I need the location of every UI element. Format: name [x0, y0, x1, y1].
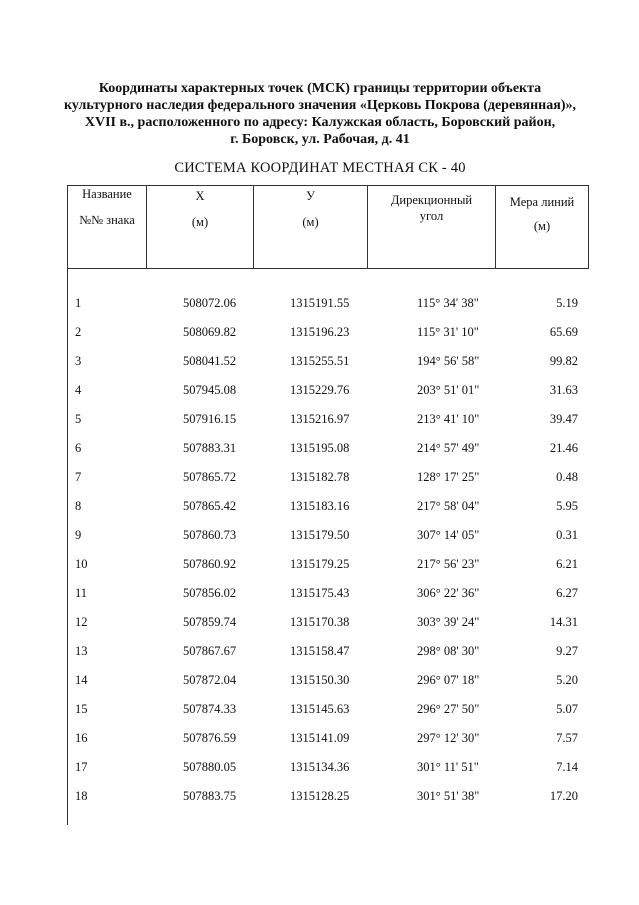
- row-length: 7.14: [556, 760, 578, 774]
- table-right-border: [588, 185, 589, 269]
- row-y: 1315182.78: [290, 470, 350, 484]
- row-length: 21.46: [549, 441, 578, 455]
- row-x: 507876.59: [183, 731, 237, 745]
- row-length: 0.48: [556, 470, 578, 484]
- title-line-4: г. Боровск, ул. Рабочая, д. 41: [230, 132, 410, 147]
- title-line-1: Координаты характерных точек (МСК) границы территории объекта: [98, 81, 542, 96]
- row-y: 1315150.30: [290, 673, 350, 687]
- row-length: 5.07: [556, 702, 578, 716]
- row-angle: 203° 51' 01": [417, 383, 480, 397]
- header-length-line2: (м): [533, 219, 551, 233]
- table-row: [68, 644, 588, 672]
- row-x: 507860.73: [183, 528, 237, 542]
- row-number: 18: [75, 789, 88, 803]
- row-number: 9: [75, 528, 82, 542]
- row-x: 508069.82: [183, 325, 237, 339]
- row-angle: 301° 51' 38": [417, 789, 480, 803]
- header-y: [253, 186, 367, 268]
- row-angle: 298° 08' 30": [417, 644, 480, 658]
- row-y: 1315158.47: [290, 644, 350, 658]
- row-y: 1315179.25: [290, 557, 350, 571]
- row-number: 4: [75, 383, 82, 397]
- row-length: 65.69: [549, 325, 578, 339]
- row-angle: 217° 56' 23": [417, 557, 480, 571]
- row-y: 1315195.08: [290, 441, 350, 455]
- row-angle: 296° 27' 50": [417, 702, 480, 716]
- row-length: 6.27: [556, 586, 578, 600]
- table-row: [68, 528, 588, 556]
- row-x: 507865.42: [183, 499, 237, 513]
- row-length: 7.57: [556, 731, 578, 745]
- table-row: [68, 383, 588, 411]
- header-name-line1: Название: [82, 187, 132, 201]
- title-line-3: XVII в., расположенного по адресу: Калужская область, Боровский район,: [84, 115, 556, 130]
- table-row: [68, 499, 588, 527]
- table-row: [68, 441, 588, 469]
- row-number: 16: [75, 731, 88, 745]
- row-y: 1315141.09: [290, 731, 350, 745]
- row-number: 15: [75, 702, 88, 716]
- row-x: 508041.52: [183, 354, 237, 368]
- table-row: [68, 412, 588, 440]
- row-angle: 301° 11' 51": [417, 760, 479, 774]
- row-x: 507860.92: [183, 557, 237, 571]
- title-line-2: культурного наследия федерального значения «Церковь Покрова (деревянная)»,: [63, 98, 576, 113]
- row-length: 0.31: [556, 528, 578, 542]
- row-x: 507867.67: [183, 644, 237, 658]
- row-angle: 303° 39' 24": [417, 615, 480, 629]
- row-number: 17: [75, 760, 88, 774]
- row-length: 39.47: [549, 412, 578, 426]
- row-length: 31.63: [549, 383, 578, 397]
- row-length: 17.20: [549, 789, 578, 803]
- header-length: [495, 186, 588, 268]
- row-number: 7: [75, 470, 82, 484]
- header-y-line2: (м): [302, 215, 319, 229]
- row-y: 1315191.55: [290, 296, 350, 310]
- row-x: 507883.75: [183, 789, 237, 803]
- row-number: 10: [75, 557, 88, 571]
- table-row: [68, 586, 588, 614]
- table-row: [68, 557, 588, 585]
- row-length: 6.21: [556, 557, 578, 571]
- row-x: 508072.06: [183, 296, 237, 310]
- document-title: [60, 80, 580, 148]
- header-angle: [367, 186, 495, 268]
- row-x: 507916.15: [183, 412, 237, 426]
- row-number: 5: [75, 412, 82, 426]
- row-angle: 217° 58' 04": [417, 499, 480, 513]
- row-x: 507880.05: [183, 760, 237, 774]
- header-bottom-border: [67, 268, 589, 269]
- row-length: 9.27: [556, 644, 578, 658]
- row-angle: 115° 31' 10": [417, 325, 479, 339]
- row-number: 6: [75, 441, 82, 455]
- row-length: 5.95: [556, 499, 578, 513]
- row-angle: 213° 41' 10": [417, 412, 480, 426]
- row-length: 14.31: [549, 615, 578, 629]
- header-y-line1: У: [306, 189, 315, 203]
- table-row: [68, 702, 588, 730]
- row-y: 1315145.63: [290, 702, 350, 716]
- row-x: 507856.02: [183, 586, 237, 600]
- header-length-line1: Мера линий: [509, 195, 575, 209]
- row-y: 1315134.36: [290, 760, 350, 774]
- row-angle: 307° 14' 05": [417, 528, 480, 542]
- row-y: 1315255.51: [290, 354, 350, 368]
- table-row: [68, 325, 588, 353]
- row-y: 1315170.38: [290, 615, 350, 629]
- header-x: [146, 186, 253, 268]
- row-number: 3: [75, 354, 82, 368]
- row-angle: 297° 12' 30": [417, 731, 480, 745]
- row-length: 5.19: [556, 296, 578, 310]
- row-length: 99.82: [549, 354, 578, 368]
- row-angle: 296° 07' 18": [417, 673, 480, 687]
- row-y: 1315179.50: [290, 528, 350, 542]
- coordinate-system-label: СИСТЕМА КООРДИНАТ МЕСТНАЯ СК - 40: [174, 160, 466, 176]
- row-number: 1: [75, 296, 82, 310]
- row-x: 507883.31: [183, 441, 237, 455]
- row-angle: 194° 56' 58": [417, 354, 480, 368]
- table-row: [68, 615, 588, 643]
- row-y: 1315229.76: [290, 383, 350, 397]
- table-row: [68, 470, 588, 498]
- row-angle: 306° 22' 36": [417, 586, 480, 600]
- row-y: 1315216.97: [290, 412, 350, 426]
- header-x-line2: (м): [191, 215, 209, 229]
- row-angle: 115° 34' 38": [417, 296, 479, 310]
- row-x: 507945.08: [183, 383, 237, 397]
- row-angle: 128° 17' 25": [417, 470, 480, 484]
- table-row: [68, 731, 588, 759]
- row-x: 507872.04: [183, 673, 237, 687]
- row-number: 12: [75, 615, 88, 629]
- table-row: [68, 354, 588, 382]
- row-number: 2: [75, 325, 82, 339]
- row-x: 507859.74: [183, 615, 237, 629]
- row-y: 1315183.16: [290, 499, 350, 513]
- table-row: [68, 673, 588, 701]
- row-y: 1315175.43: [290, 586, 350, 600]
- header-x-line1: X: [195, 189, 205, 203]
- row-number: 11: [75, 586, 88, 600]
- row-number: 8: [75, 499, 82, 513]
- row-angle: 214° 57' 49": [417, 441, 480, 455]
- header-angle-line2: угол: [419, 209, 444, 223]
- table-row: [68, 760, 588, 788]
- table-row: [68, 789, 588, 817]
- header-name-line2: №№ знака: [79, 213, 135, 227]
- row-length: 5.20: [556, 673, 578, 687]
- header-name: [67, 186, 146, 268]
- table-row: [68, 296, 588, 324]
- row-x: 507865.72: [183, 470, 237, 484]
- row-x: 507874.33: [183, 702, 237, 716]
- header-angle-line1: Дирекционный: [390, 193, 473, 207]
- row-y: 1315196.23: [290, 325, 350, 339]
- row-number: 14: [75, 673, 88, 687]
- row-number: 13: [75, 644, 88, 658]
- row-y: 1315128.25: [290, 789, 350, 803]
